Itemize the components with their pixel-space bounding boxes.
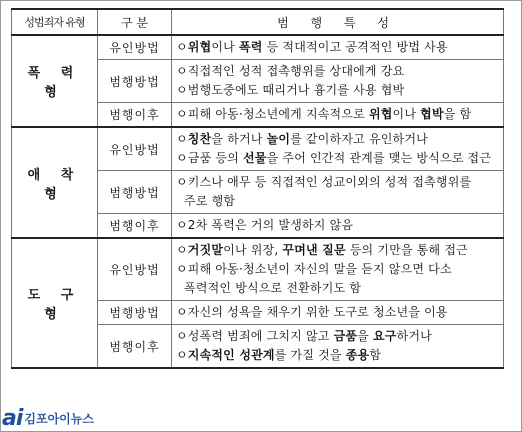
table-header-row [12, 9, 504, 35]
emphasized-text: 폭력 [239, 40, 263, 54]
text-segment: ㅇ범행도중에도 때리거나 흉기를 사용 협박 [176, 83, 405, 97]
text-segment: 을 함 [443, 107, 472, 121]
text-segment: ㅇ피해 아동·청소년에게 지속적으로 [176, 107, 369, 121]
emphasized-text: 협박 [420, 107, 444, 121]
category-cell: 범행이후 [98, 103, 172, 128]
characteristic-line [176, 346, 499, 365]
text-segment: 을 하거나 [211, 132, 267, 146]
emphasized-text: 위협 [187, 40, 212, 54]
text-segment: 이나 위장, [223, 243, 283, 257]
text-segment: 를 가질 것을 [274, 348, 346, 362]
text-segment: ㅇ금품 등의 [176, 151, 243, 165]
offender-type-cell: 폭 력 형 [12, 35, 98, 127]
category-cell: 유인방법 [98, 238, 172, 301]
text-segment: 이나 [392, 107, 421, 121]
text-segment: ㅇ [176, 243, 188, 257]
emphasized-text: 종용 [345, 348, 370, 362]
category-cell: 범행이후 [98, 214, 172, 239]
text-segment: ㅇ [176, 348, 188, 362]
category-cell: 유인방법 [98, 35, 172, 60]
characteristic-line [176, 241, 499, 260]
characteristic-line [176, 327, 499, 346]
category-cell: 범행방법 [98, 171, 172, 214]
text-segment: 이나 [211, 40, 239, 54]
characteristic-line [176, 62, 499, 81]
emphasized-text: 위협 [368, 107, 393, 121]
header-offender-type: 성범죄자 유형 [12, 9, 98, 35]
text-segment: 함 [369, 348, 382, 362]
text-segment: ㅇ피해 아동·청소년이 자신의 말을 듣지 않으면 다소 [176, 262, 452, 276]
text-segment: 등 적대적이고 공격적인 방법 사용 [262, 40, 448, 54]
text-segment: 를 같이하자고 유인하거나 [290, 132, 428, 146]
characteristics-cell [172, 214, 504, 239]
characteristics-cell [172, 171, 504, 214]
characteristic-line [176, 105, 499, 124]
characteristic-line [176, 130, 499, 149]
text-segment: ㅇ2차 폭력은 거의 발생하지 않음 [176, 218, 354, 232]
category-cell: 범행방법 [98, 301, 172, 325]
emphasized-text: 거짓말 [187, 243, 224, 257]
text-segment: ㅇ자신의 성욕을 채우기 위한 도구로 청소년을 이용 [176, 305, 448, 319]
offender-type-cell: 애 착 형 [12, 127, 98, 238]
text-segment: 등의 기만을 통해 접근 [345, 243, 468, 257]
category-cell: 유인방법 [98, 127, 172, 171]
characteristics-cell [172, 127, 504, 171]
header-characteristics: 범 행 특 성 [172, 9, 504, 35]
table-row [12, 127, 504, 171]
characteristic-line [176, 81, 499, 100]
header-category: 구 분 [98, 9, 172, 35]
characteristic-line [176, 38, 499, 57]
emphasized-text: 요구 [372, 329, 397, 343]
logo-mark: ai [2, 405, 23, 431]
text-segment: 폭력적인 방식으로 전환하기도 함 [176, 281, 362, 295]
category-cell: 범행이후 [98, 325, 172, 369]
characteristic-line [176, 260, 499, 279]
text-segment: 하거나 [396, 329, 432, 343]
text-segment: ㅇ키스나 애무 등 직접적인 성교이외의 성적 접촉행위를 [176, 175, 472, 189]
offender-type-table [11, 8, 504, 369]
watermark-logo [2, 406, 94, 430]
text-segment: ㅇ직접적인 성적 접촉행위를 상대에게 강요 [176, 64, 405, 78]
characteristic-line [176, 173, 499, 192]
characteristics-cell [172, 103, 504, 128]
characteristic-line [176, 192, 499, 211]
characteristic-line [176, 216, 499, 235]
text-segment: 을 [357, 329, 373, 343]
characteristic-line [176, 279, 499, 298]
category-cell: 범행방법 [98, 60, 172, 103]
text-segment: ㅇ [176, 132, 188, 146]
offender-type-cell: 도 구 형 [12, 238, 98, 368]
characteristics-cell [172, 35, 504, 60]
characteristics-cell [172, 301, 504, 325]
emphasized-text: 칭찬 [187, 132, 212, 146]
emphasized-text: 선물 [243, 151, 267, 165]
logo-text: 김포아이뉴스 [24, 411, 94, 426]
emphasized-text: 꾸며낸 질문 [282, 243, 346, 257]
text-segment: ㅇ [176, 40, 188, 54]
text-segment: 을 주어 인간적 관계를 맺는 방식으로 접근 [266, 151, 492, 165]
table-row [12, 35, 504, 60]
text-segment: 주로 행함 [176, 194, 236, 208]
characteristics-cell [172, 238, 504, 301]
characteristics-cell [172, 60, 504, 103]
emphasized-text: 지속적인 성관계 [187, 348, 275, 362]
emphasized-text: 금품 [333, 329, 358, 343]
characteristic-line [176, 149, 499, 168]
characteristics-cell [172, 325, 504, 369]
table-row [12, 238, 504, 301]
text-segment: ㅇ성폭력 범죄에 그치지 않고 [176, 329, 334, 343]
emphasized-text: 놀이 [266, 132, 291, 146]
characteristic-line [176, 303, 499, 322]
